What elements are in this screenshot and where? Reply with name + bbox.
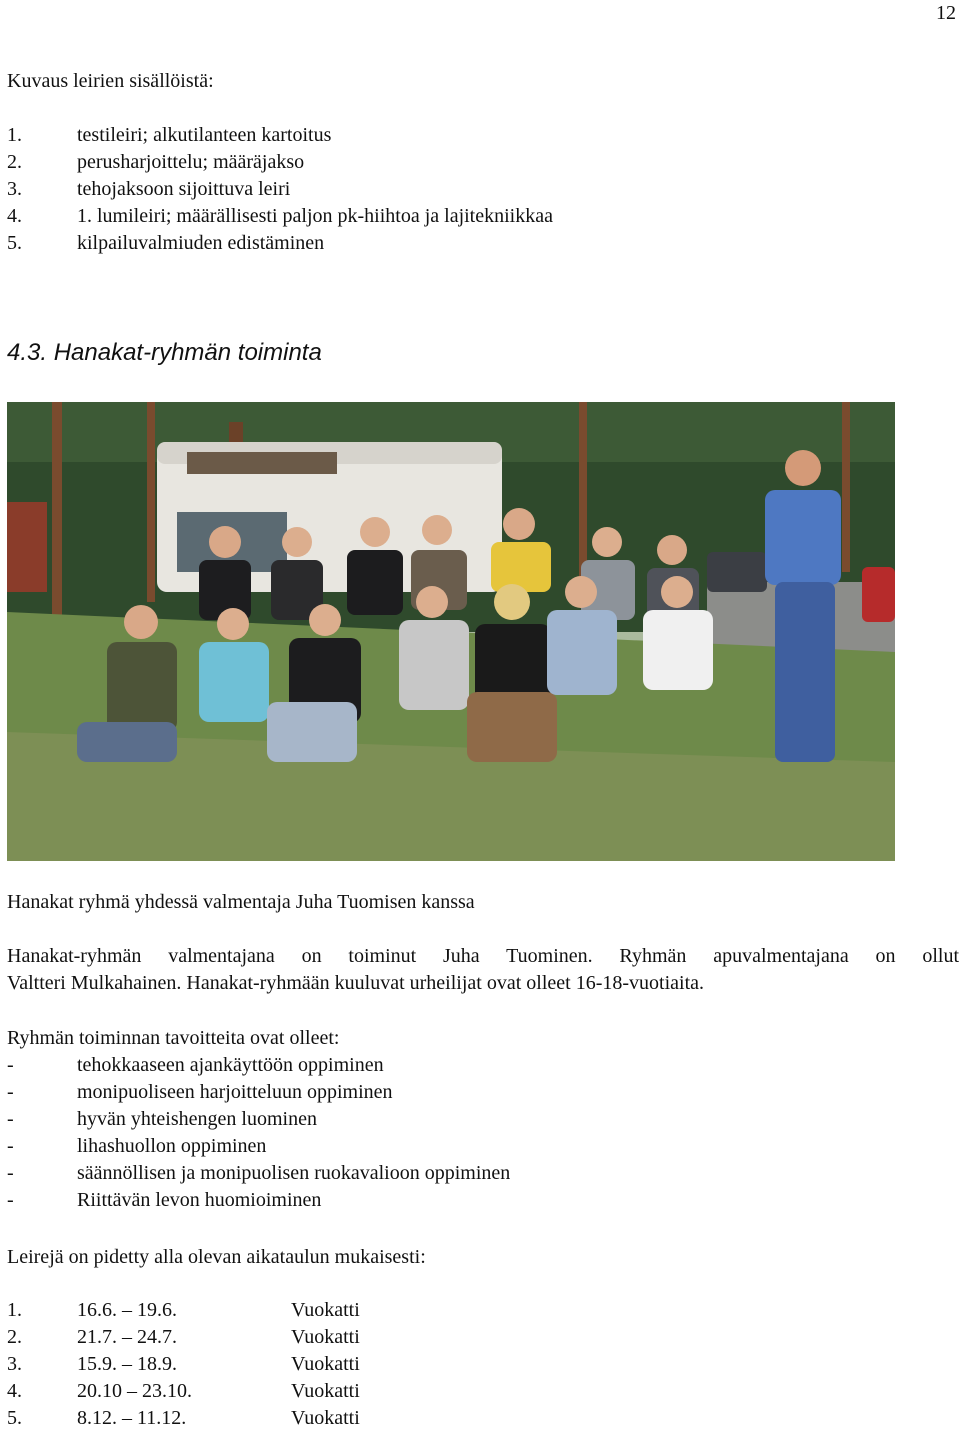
list-text: monipuoliseen harjoitteluun oppiminen (77, 1081, 393, 1103)
list-number: 5. (7, 232, 22, 254)
schedule-number: 3. (7, 1353, 22, 1375)
schedule-table (7, 1297, 907, 1432)
photo-caption: Hanakat ryhmä yhdessä valmentaja Juha Tuomisen kanssa (7, 891, 475, 913)
list-text: perusharjoittelu; määräjakso (77, 151, 305, 173)
list-text: tehokkaaseen ajankäyttöön oppiminen (77, 1054, 384, 1076)
list-text: hyvän yhteishengen luominen (77, 1108, 317, 1130)
schedule-place: Vuokatti (291, 1299, 360, 1321)
goals-list (7, 1052, 907, 1217)
schedule-place: Vuokatti (291, 1326, 360, 1348)
schedule-dates: 21.7. – 24.7. (77, 1326, 177, 1348)
list-text: kilpailuvalmiuden edistäminen (77, 232, 325, 254)
list-text: säännöllisen ja monipuolisen ruokavalioon oppiminen (77, 1162, 511, 1184)
list-dash: - (7, 1135, 14, 1157)
schedule-dates: 15.9. – 18.9. (77, 1353, 177, 1375)
list-dash: - (7, 1189, 14, 1211)
list-number: 4. (7, 205, 22, 227)
section-heading: 4.3. Hanakat-ryhmän toiminta (7, 339, 322, 366)
schedule-dates: 16.6. – 19.6. (77, 1299, 177, 1321)
schedule-number: 1. (7, 1299, 22, 1321)
schedule-place: Vuokatti (291, 1353, 360, 1375)
list-dash: - (7, 1081, 14, 1103)
paragraph-line: Valtteri Mulkahainen. Hanakat-ryhmään kuuluvat urheilijat ovat olleet 16-18-vuotiaita. (7, 972, 705, 994)
schedule-place: Vuokatti (291, 1407, 360, 1429)
list-dash: - (7, 1162, 14, 1184)
list-text: tehojaksoon sijoittuva leiri (77, 178, 291, 200)
list-text: 1. lumileiri; määrällisesti paljon pk-hiihtoa ja lajitekniikkaa (77, 205, 553, 227)
group-photo (7, 402, 895, 861)
paragraph-line: Hanakat-ryhmän valmentajana on toiminut Juha Tuominen. Ryhmän apuvalmentajana on ollut (7, 945, 959, 967)
list-text: lihashuollon oppiminen (77, 1135, 267, 1157)
group-photo-illustration (7, 402, 895, 861)
schedule-place: Vuokatti (291, 1380, 360, 1402)
schedule-dates: 8.12. – 11.12. (77, 1407, 187, 1429)
list-number: 2. (7, 151, 22, 173)
list-dash: - (7, 1054, 14, 1076)
list-dash: - (7, 1108, 14, 1130)
schedule-dates: 20.10 – 23.10. (77, 1380, 192, 1402)
list-text: testileiri; alkutilanteen kartoitus (77, 124, 332, 146)
camp-contents-list (7, 122, 907, 262)
goals-intro: Ryhmän toiminnan tavoitteita ovat olleet: (7, 1027, 340, 1049)
schedule-intro: Leirejä on pidetty alla olevan aikataulun mukaisesti: (7, 1246, 426, 1268)
list-number: 1. (7, 124, 22, 146)
schedule-number: 5. (7, 1407, 22, 1429)
schedule-number: 4. (7, 1380, 22, 1402)
camp-contents-intro: Kuvaus leirien sisällöistä: (7, 70, 214, 92)
schedule-number: 2. (7, 1326, 22, 1348)
page-number: 12 (936, 2, 956, 24)
list-text: Riittävän levon huomioiminen (77, 1189, 322, 1211)
list-number: 3. (7, 178, 22, 200)
